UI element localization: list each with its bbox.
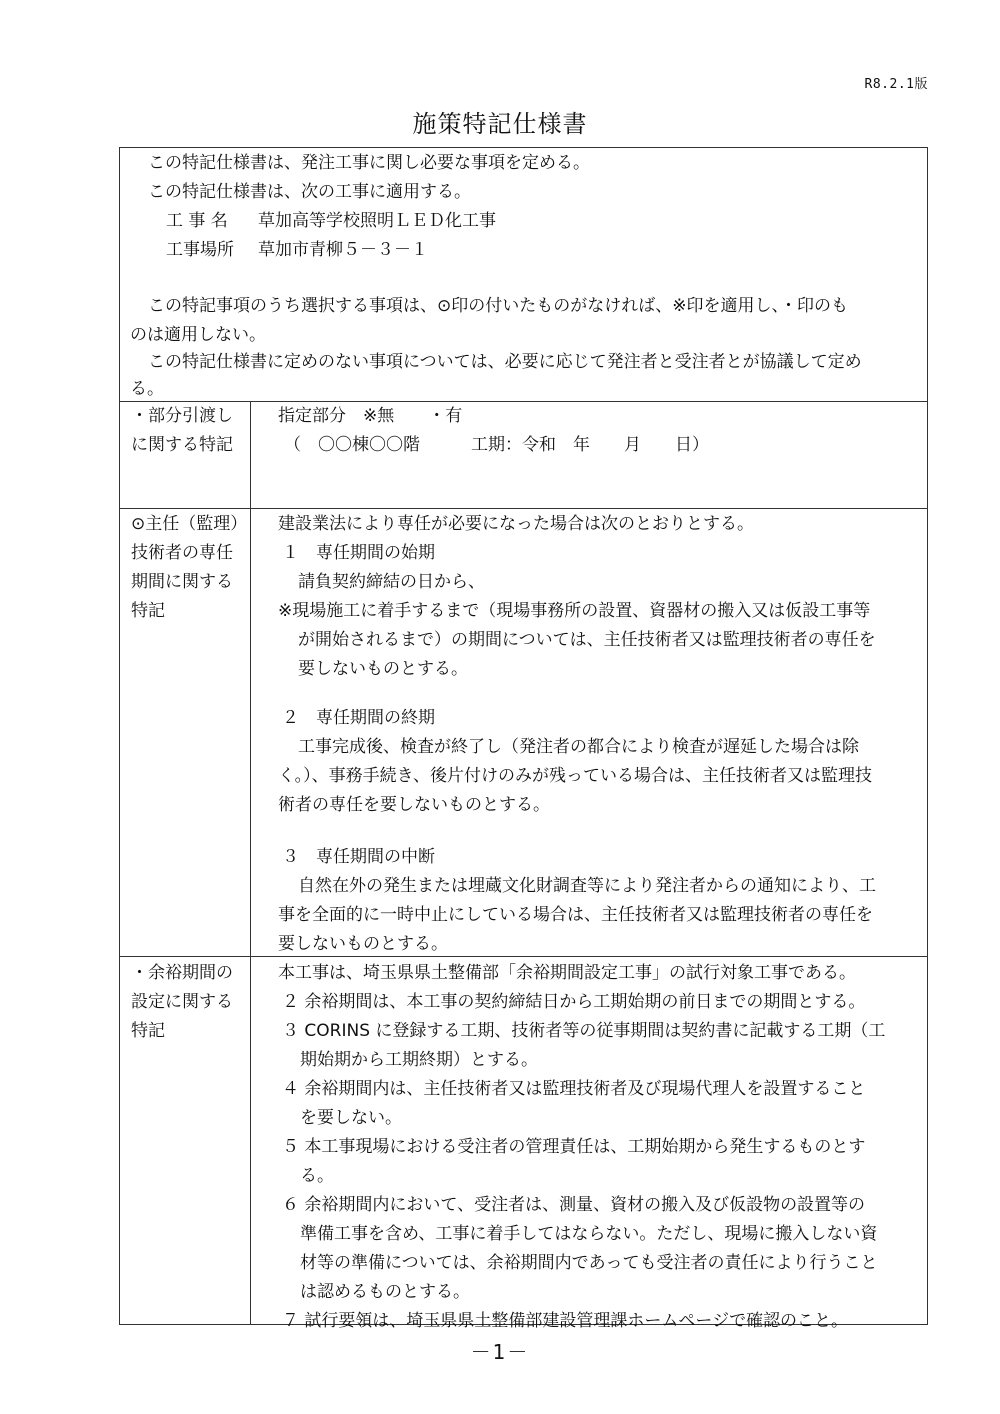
- content-line: 自然在外の発生または埋蔵文化財調査等により発注者からの通知により、工: [298, 876, 876, 896]
- content-line: （ 〇〇棟〇〇階 工期：令和 年 月 日）: [284, 435, 709, 455]
- content-line: ３ CORINS に登録する工期、技術者等の従事期間は契約書に記載する工期（工: [282, 1021, 886, 1041]
- content-line: 指定部分 ※無 ・有: [278, 406, 463, 426]
- work-place-label: 工事場所: [166, 240, 234, 260]
- content-line: 工事完成後、検査が終了し（発注者の都合により検査が遅延した場合は除: [298, 737, 859, 757]
- content-line: ５ 本工事現場における受注者の管理責任は、工期始期から発生するものとす: [282, 1137, 866, 1157]
- content-line: ２ 余裕期間は、本工事の契約締結日から工期始期の前日までの期間とする。: [282, 992, 866, 1012]
- work-name: 草加高等学校照明ＬＥＤ化工事: [258, 211, 496, 231]
- content-line: 材等の準備については、余裕期間内であっても受注者の責任により行うこと: [300, 1253, 878, 1273]
- intro-line: のは適用しない。: [130, 325, 266, 345]
- work-place: 草加市青柳５－３－１: [258, 240, 428, 260]
- label-line: 期間に関する: [131, 572, 233, 592]
- content-line: 事を全面的に一時中止にしている場合は、主任技術者又は監理技術者の専任を: [278, 905, 873, 925]
- row-chief-engineer: [120, 509, 927, 957]
- intro-line: る。: [130, 379, 164, 399]
- content-line: は認めるものとする。: [300, 1282, 470, 1302]
- intro-line: この特記仕様書に定めのない事項については、必要に応じて発注者と受注者とが協議して定め: [148, 352, 862, 372]
- label-line: 設定に関する: [131, 992, 233, 1012]
- version-label: R8.2.1版: [864, 77, 928, 92]
- content-line: ７ 試行要領は、埼玉県県土整備部建設管理課ホームページで確認のこと。: [282, 1311, 849, 1331]
- intro-line: この特記仕様書は、次の工事に適用する。: [148, 182, 471, 202]
- content-line: 準備工事を含め、工事に着手してはならない。ただし、現場に搬入しない資: [300, 1224, 878, 1244]
- label-line: 特記: [131, 601, 165, 621]
- content-line: 術者の専任を要しないものとする。: [278, 795, 550, 815]
- label-line: に関する特記: [131, 435, 233, 455]
- intro-section: [120, 148, 927, 402]
- label-line: ・余裕期間の: [131, 963, 233, 983]
- content-line: ６ 余裕期間内において、受注者は、測量、資材の搬入及び仮設物の設置等の: [282, 1195, 866, 1215]
- content-line: る。: [300, 1166, 334, 1186]
- row-margin-period: [120, 957, 927, 1331]
- content-line: 要しないものとする。: [298, 659, 468, 679]
- content-line: を要しない。: [300, 1108, 402, 1128]
- content-line: 要しないものとする。: [278, 934, 448, 954]
- page-number: －1－: [470, 1340, 530, 1364]
- document-title: 施策特記仕様書: [412, 110, 588, 138]
- intro-line: この特記仕様書は、発注工事に関し必要な事項を定める。: [148, 153, 590, 173]
- intro-line: この特記事項のうち選択する事項は、⊙印の付いたものがなければ、※印を適用し、・印のも: [148, 296, 848, 316]
- content-line: 請負契約締結の日から、: [298, 572, 485, 592]
- work-name-label: 工 事 名: [166, 211, 228, 231]
- content-line: １ 専任期間の始期: [282, 543, 435, 563]
- label-line: 技術者の専任: [131, 543, 233, 563]
- content-line: ※現場施工に着手するまで（現場事務所の設置、資器材の搬入又は仮設工事等: [278, 601, 871, 621]
- label-line: 特記: [131, 1021, 165, 1041]
- content-line: 本工事は、埼玉県県土整備部「余裕期間設定工事」の試行対象工事である。: [278, 963, 856, 983]
- label-line: ・部分引渡し: [131, 406, 233, 426]
- content-line: ３ 専任期間の中断: [282, 847, 435, 867]
- row-partial-delivery: [120, 402, 927, 509]
- label-line: ⊙主任（監理）: [131, 514, 248, 534]
- content-line: ４ 余裕期間内は、主任技術者又は監理技術者及び現場代理人を設置すること: [282, 1079, 866, 1099]
- spec-table: [119, 147, 928, 1331]
- content-line: く。）、事務手続き、後片付けのみが残っている場合は、主任技術者又は監理技: [278, 766, 872, 786]
- content-line: 建設業法により専任が必要になった場合は次のとおりとする。: [278, 514, 754, 534]
- content-line: 期始期から工期終期）とする。: [300, 1050, 538, 1070]
- content-line: が開始されるまで）の期間については、主任技術者又は監理技術者の専任を: [298, 630, 876, 650]
- content-line: ２ 専任期間の終期: [282, 708, 435, 728]
